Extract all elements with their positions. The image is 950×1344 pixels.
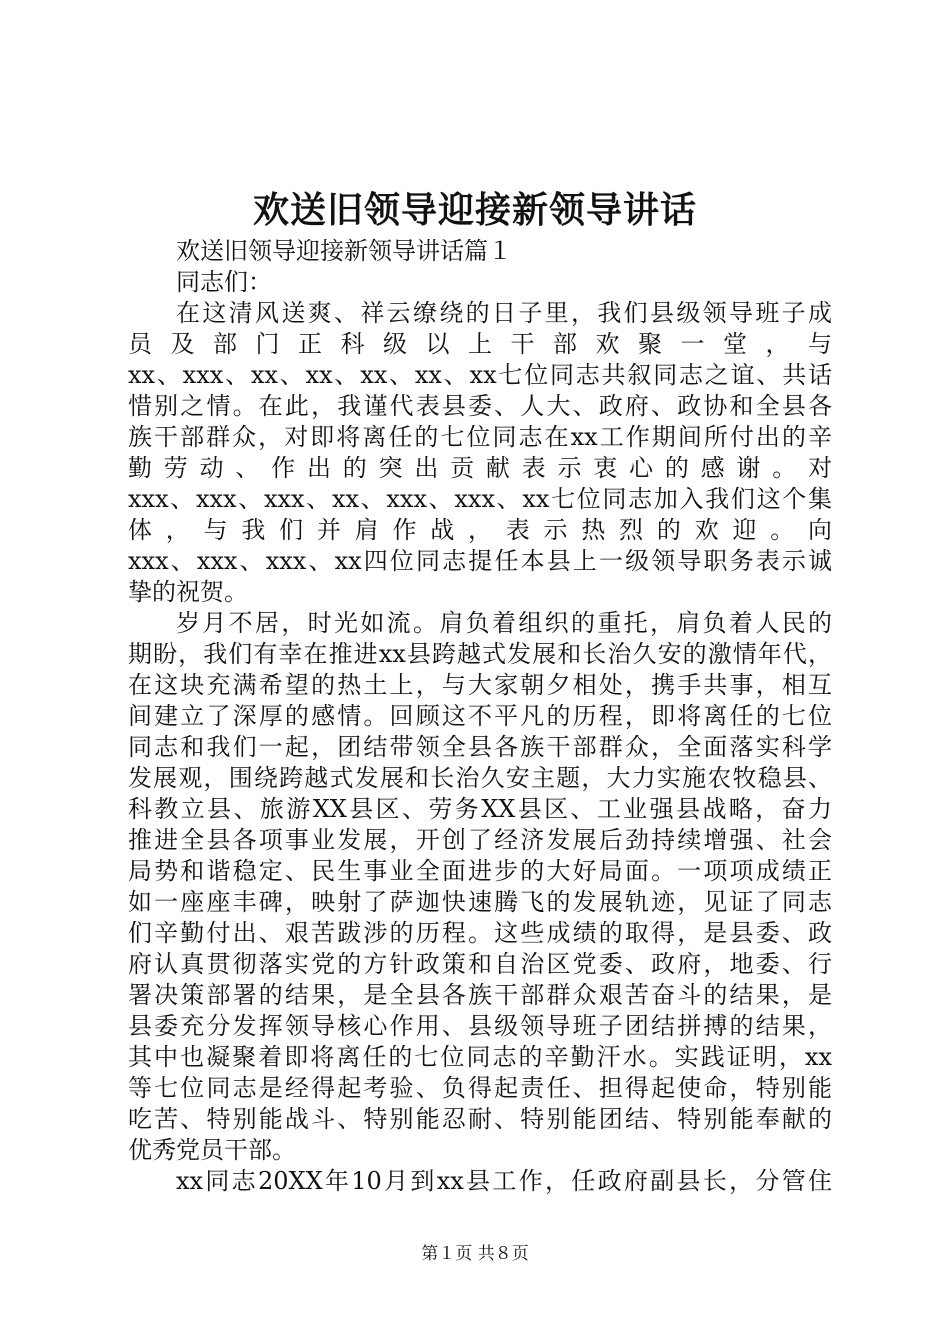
paragraph-line: 其中也凝聚着即将离任的七位同志的辛勤汗水。实践证明，xx xyxy=(128,1043,832,1071)
paragraph-line: xx、xxx、xx、xx、xx、xx、xx七位同志共叙同志之谊、共话 xyxy=(128,361,832,389)
paragraph-line: 族干部群众，对即将离任的七位同志在xx工作期间所付出的辛 xyxy=(128,423,832,451)
paragraph-line: 吃苦、特别能战斗、特别能忍耐、特别能团结、特别能奉献的 xyxy=(128,1105,832,1133)
page-footer: 第１页 共８页 xyxy=(421,1244,529,1264)
subtitle-line: 欢送旧领导迎接新领导讲话篇１ xyxy=(176,237,512,265)
paragraph-line: 同志和我们一起，团结带领全县各族干部群众，全面落实科学 xyxy=(128,733,832,761)
document-title: 欢送旧领导迎接新领导讲话 xyxy=(252,189,697,231)
paragraph-line: 署决策部署的结果，是全县各族干部群众艰苦奋斗的结果，是 xyxy=(128,981,832,1009)
paragraph-line: 局势和谐稳定、民生事业全面进步的大好局面。一项项成绩正 xyxy=(128,857,832,885)
paragraph-line: 在这清风送爽、祥云缭绕的日子里，我们县级领导班子成 xyxy=(176,299,832,327)
paragraph-line: 发展观，围绕跨越式发展和长治久安主题，大力实施农牧稳县、 xyxy=(128,764,832,792)
salutation-line: 同志们： xyxy=(176,268,272,296)
paragraph-line: 推进全县各项事业发展，开创了经济发展后劲持续增强、社会 xyxy=(128,826,832,854)
document-body xyxy=(128,236,832,1197)
paragraph-line: 岁月不居，时光如流。肩负着组织的重托，肩负着人民的 xyxy=(176,609,832,637)
paragraph-line: 县委充分发挥领导核心作用、县级领导班子团结拼搏的结果， xyxy=(128,1012,832,1040)
paragraph-line: 等七位同志是经得起考验、负得起责任、担得起使命，特别能 xyxy=(128,1074,832,1102)
paragraph-line: 期盼，我们有幸在推进xx县跨越式发展和长治久安的激情年代， xyxy=(128,640,832,668)
paragraph-line: xxx、xxx、xxx、xx、xxx、xxx、xx七位同志加入我们这个集 xyxy=(128,485,832,513)
paragraph-line: 在这块充满希望的热土上，与大家朝夕相处，携手共事，相互 xyxy=(128,671,832,699)
paragraph-line: 府认真贯彻落实党的方针政策和自治区党委、政府，地委、行 xyxy=(128,950,832,978)
paragraph-line: xx同志20XX年10月到xx县工作，任政府副县长，分管住 xyxy=(176,1167,832,1195)
paragraph-line: 间建立了深厚的感情。回顾这不平凡的历程，即将离任的七位 xyxy=(128,702,832,730)
paragraph-line: 优秀党员干部。 xyxy=(128,1136,296,1164)
paragraph-line: 科教立县、旅游XX县区、劳务XX县区、工业强县战略，奋力 xyxy=(128,795,832,823)
paragraph-line: 勤劳动、作出的突出贡献表示衷心的感谢。对 xyxy=(128,454,832,482)
paragraph-line: 挚的祝贺。 xyxy=(128,578,248,606)
paragraph-line: 体，与我们并肩作战，表示热烈的欢迎。向 xyxy=(128,516,832,544)
paragraph-line: 们辛勤付出、艰苦跋涉的历程。这些成绩的取得，是县委、政 xyxy=(128,919,832,947)
paragraph-line: xxx、xxx、xxx、xx四位同志提任本县上一级领导职务表示诚 xyxy=(128,547,832,575)
paragraph-line: 员及部门正科级以上干部欢聚一堂，与 xyxy=(128,330,832,358)
paragraph-line: 如一座座丰碑，映射了萨迦快速腾飞的发展轨迹，见证了同志 xyxy=(128,888,832,916)
paragraph-line: 惜别之情。在此，我谨代表县委、人大、政府、政协和全县各 xyxy=(128,392,832,420)
